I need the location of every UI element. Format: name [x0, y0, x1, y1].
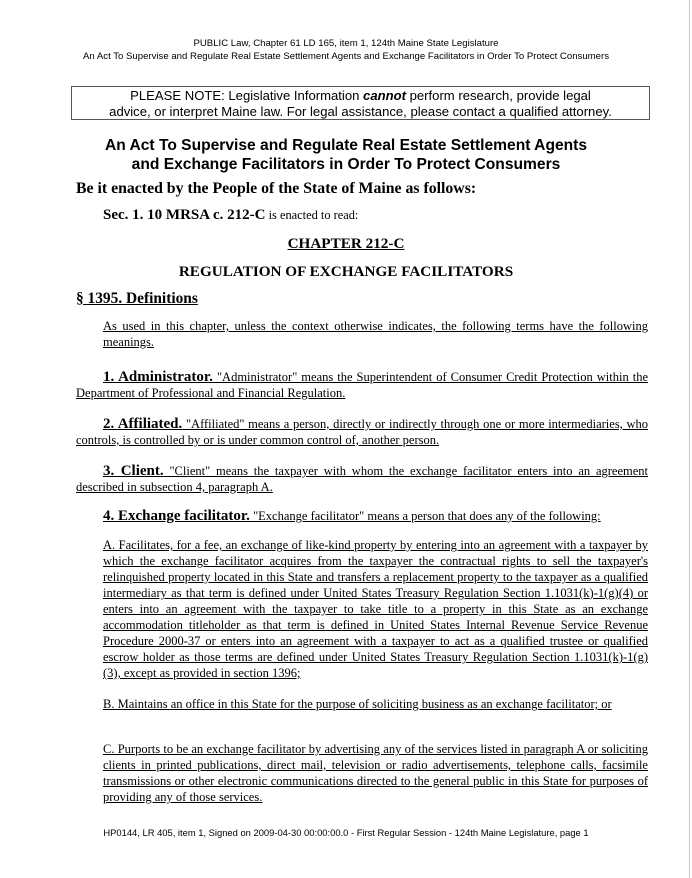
definition-client: 3. Client. "Client" means the taxpayer with whom the exchange facilitator enters into an agreement described in subsection 4, paragraph A.: [76, 463, 649, 494]
section-label: Sec. 1. 10 MRSA c. 212-C: [103, 207, 266, 223]
enacting-clause: Be it enacted by the People of the State of Maine as follows:: [76, 180, 477, 197]
notice-line-2: advice, or interpret Maine law. For legal assistance, please contact a qualified attorney.: [109, 104, 612, 119]
act-title-line-2: and Exchange Facilitators in Order To Protect Consumers: [131, 156, 561, 173]
page-footer: HP0144, LR 405, item 1, Signed on 2009-04-30 00:00:00.0 - First Regular Session - 124th Maine Legislature, page 1: [103, 827, 589, 838]
page-edge-rule: [689, 0, 690, 878]
section-1: [103, 207, 358, 224]
section-text: is enacted to read:: [265, 208, 359, 222]
definitions-intro: As used in this chapter, unless the context otherwise indicates, the following terms have the following meanings.: [103, 319, 648, 349]
subparagraph-a: A. Facilitates, for a fee, an exchange of like-kind property by entering into an agreement with a taxpayer by which the exchange facilitator acquires from the taxpayer the contractual rights to sell the taxpayer's relinquished property located in this State and transfers a replacement property to the taxpayer as a qualified intermediary as that term is defined under United States Treasury Regulation Section 1.1031(k)-1(g)(4) or enters into an agreement with the taxpayer to take title to a property in this State as an exchange accommodation titleholder as that term is defined in United States Internal Revenue Service Revenue Procedure 2000-37 or enters into an agreement with a taxpayer to act as a qualified trustee or qualified escrow holder as those terms are defined under United States Treasury Regulation Section 1.1031(k)-1(g)(3), except as provided in section 1396;: [103, 538, 648, 680]
legal-notice-box: [71, 86, 650, 120]
act-title-line-1: An Act To Supervise and Regulate Real Estate Settlement Agents: [104, 137, 588, 154]
definition-exchange-facilitator: 4. Exchange facilitator. "Exchange facilitator" means a person that does any of the following:: [103, 508, 601, 524]
subparagraph-b: B. Maintains an office in this State for the purpose of soliciting business as an exchange facilitator; or: [103, 697, 612, 711]
notice-emphasis: cannot: [363, 88, 406, 103]
chapter-heading: CHAPTER 212-C: [287, 235, 405, 252]
notice-line-1: PLEASE NOTE: Legislative Information cannot perform research, provide legal: [130, 88, 591, 103]
definition-affiliated: 2. Affiliated. "Affiliated" means a person, directly or indirectly through one or more intermediaries, who controls, is controlled by or is under common control of, another person.: [76, 416, 648, 447]
subparagraph-c: C. Purports to be an exchange facilitator by advertising any of the services listed in paragraph A or soliciting clients in printed publications, direct mail, television or radio advertisements, telephone calls, facsimile transmissions or other electronic communications directed to the general public in this State for purposes of providing any of those services.: [103, 742, 648, 804]
chapter-title: REGULATION OF EXCHANGE FACILITATORS: [178, 263, 514, 280]
header-line-2: An Act To Supervise and Regulate Real Estate Settlement Agents and Exchange Facilitators in Order To Protect Consumers: [83, 51, 609, 62]
definitions-heading: § 1395. Definitions: [76, 290, 198, 307]
header-line-1: PUBLIC Law, Chapter 61 LD 165, item 1, 124th Maine State Legislature: [193, 38, 499, 49]
definition-administrator: 1. Administrator. "Administrator" means the Superintendent of Consumer Credit Protection within the Department of Professional and Financial Regulation.: [76, 369, 648, 400]
